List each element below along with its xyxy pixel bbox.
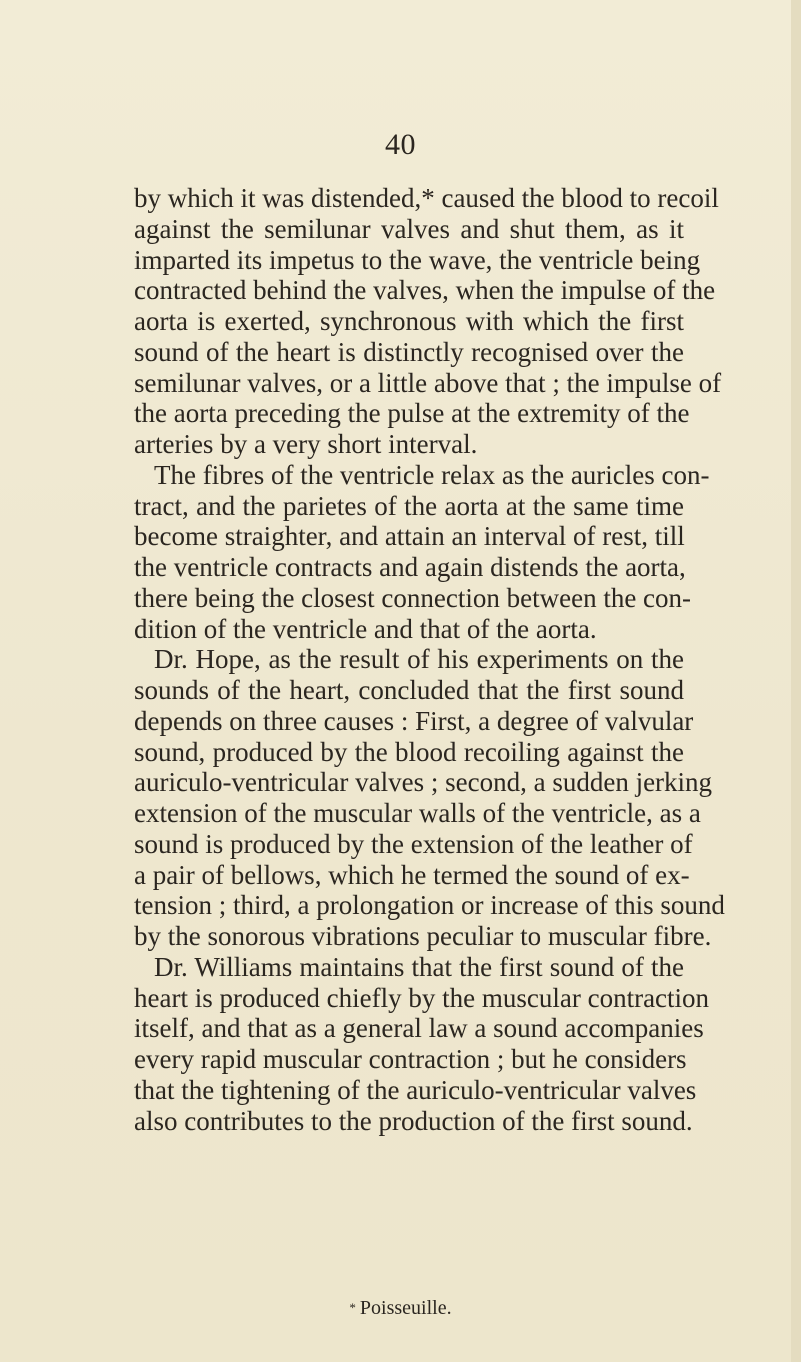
text-line: a pair of bellows, which he termed the sound of ex-	[134, 859, 690, 890]
text-line: by which it was distended,* caused the blood to recoil	[134, 183, 719, 213]
text-line: extension of the muscular walls of the ventricle, as a	[134, 798, 701, 828]
text-line: contracted behind the valves, when the impulse of the	[134, 275, 716, 306]
text-line: there being the closest connection between the con-	[134, 582, 692, 613]
text-line: the aorta preceding the pulse at the extremity of the	[134, 398, 690, 429]
text-line: arteries by a very short interval.	[134, 429, 478, 459]
body-text	[134, 183, 725, 1136]
footnote	[0, 1296, 801, 1320]
text-line: dition of the ventricle and that of the aorta.	[134, 613, 597, 644]
text-line: also contributes to the production of the first sound.	[134, 1105, 693, 1136]
text-line: sound, produced by the blood recoiling against the	[134, 736, 684, 767]
text-line: itself, and that as a general law a sound accompanies	[134, 1013, 704, 1044]
footnote-mark: *	[349, 1300, 356, 1315]
text-line: Dr. Hope, as the result of his experiments on the	[154, 644, 684, 675]
text-line: Dr. Williams maintains that the first sound of the	[154, 951, 684, 982]
text-line: every rapid muscular contraction ; but he considers	[134, 1044, 687, 1074]
text-line: imparted its impetus to the wave, the ventricle being	[134, 244, 701, 275]
text-line: semilunar valves, or a little above that ; the impulse of	[134, 367, 722, 398]
text-line: depends on three causes : First, a degree of valvular	[134, 705, 694, 736]
text-line: the ventricle contracts and again distends the aorta,	[134, 552, 686, 582]
text-line: sound is produced by the extension of the leather of	[134, 828, 693, 859]
text-line: sounds of the heart, concluded that the first sound	[134, 675, 684, 705]
text-line: by the sonorous vibrations peculiar to muscular fibre.	[134, 921, 712, 951]
text-line: tract, and the parietes of the aorta at the same time	[134, 490, 684, 521]
page-number: 40	[385, 128, 416, 161]
text-line: aorta is exerted, synchronous with which the first	[134, 306, 684, 336]
footnote-text: Poisseuille.	[359, 1297, 452, 1319]
text-line: sound of the heart is distinctly recognised over the	[134, 336, 684, 367]
text-line: tension ; third, a prolongation or increase of this sound	[134, 890, 725, 921]
text-line: become straighter, and attain an interval of rest, till	[134, 521, 685, 552]
text-line: against the semilunar valves and shut them, as it	[134, 213, 684, 244]
text-line: that the tightening of the auriculo-ventricular valves	[134, 1074, 697, 1105]
text-line: heart is produced chiefly by the muscular contraction	[134, 982, 710, 1013]
text-line: auriculo-ventricular valves ; second, a sudden jerking	[134, 767, 713, 798]
text-line: The fibres of the ventricle relax as the auricles con-	[154, 459, 710, 490]
page-edge	[791, 0, 801, 1362]
